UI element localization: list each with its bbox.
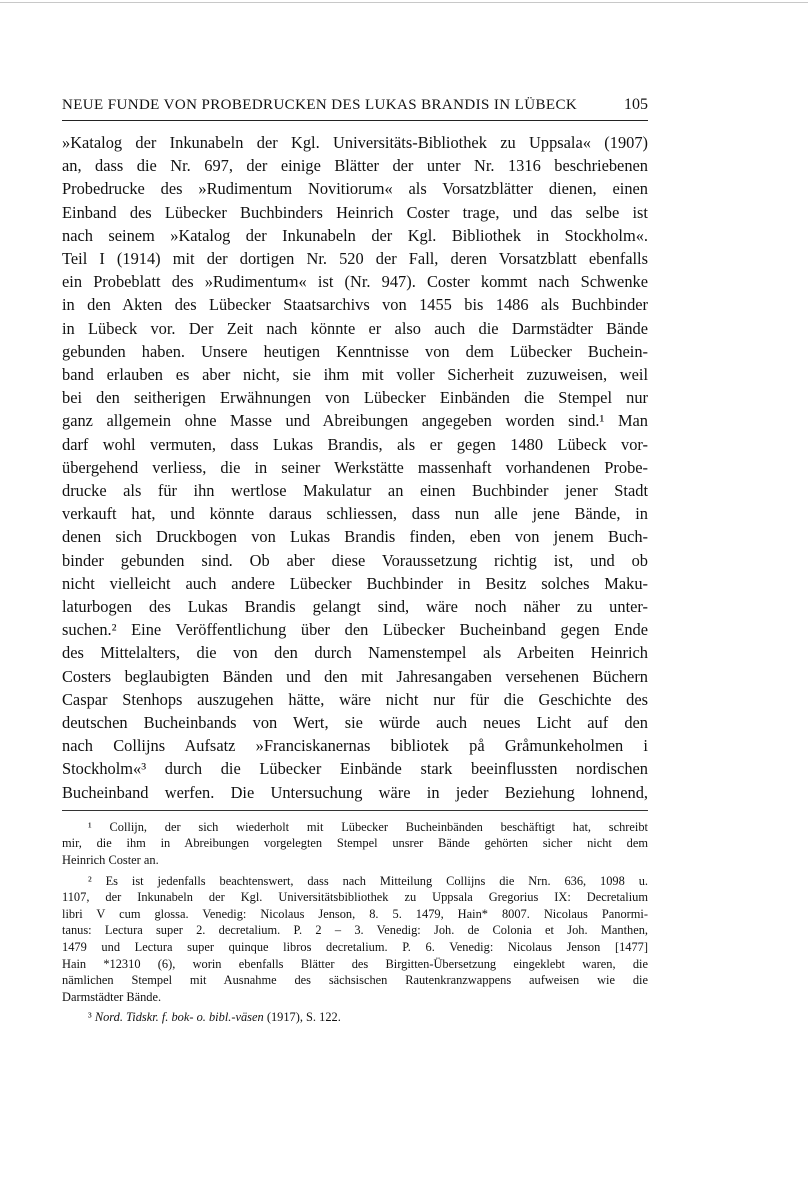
body-text — [62, 131, 648, 804]
body-line: in Lübeck vor. Der Zeit nach könnte er also auch die Darmstädter Bände — [62, 318, 648, 338]
body-line: bei den seitherigen Erwähnungen von Lübecker Einbänden die Stempel nur — [62, 388, 648, 408]
footnote-line: libri V cum glossa. Venedig: Nicolaus Jenson, 8. 5. 1479, Hain* 8007. Nicolaus Panormi- — [62, 906, 648, 921]
body-line: des Mittelalters, die von den durch Namenstempel als Arbeiten Heinrich — [62, 643, 648, 663]
body-line: übergehend verliess, die in seiner Werkstätte massenhaft vorhandenen Probe- — [62, 457, 648, 477]
footnote-1 — [62, 819, 648, 869]
book-page — [62, 96, 648, 1026]
body-line: suchen.² Eine Veröffentlichung über den Lübecker Bucheinband gegen Ende — [62, 620, 648, 640]
body-line: verkauft hat, und könnte daraus schliessen, dass nun alle jene Bände, in — [62, 504, 648, 524]
body-line: in den Akten des Lübecker Staatsarchivs von 1455 bis 1486 als Buchbinder — [62, 295, 648, 315]
footnote-3-title: Nord. Tidskr. f. bok- o. bibl.-väsen — [94, 1010, 264, 1025]
footnote-line: nämlichen Stempel mit Ausnahme des sächsischen Rautenkranzwappens aufweisen wie die — [62, 973, 648, 988]
body-line: gebunden haben. Unsere heutigen Kenntnisse von dem Lübecker Buchein- — [62, 341, 648, 361]
footnote-line: ¹ Collijn, der sich wiederholt mit Lübecker Bucheinbänden beschäftigt hat, schreibt — [88, 819, 648, 834]
body-line: »Katalog der Inkunabeln der Kgl. Universitäts-Bibliothek zu Uppsala« (1907) — [62, 133, 648, 152]
footnote-3 — [62, 1009, 648, 1026]
running-head — [62, 96, 648, 121]
footnote-rule — [62, 810, 648, 811]
body-line: Teil I (1914) mit der dortigen Nr. 520 der Fall, deren Vorsatzblatt ebenfalls — [62, 249, 648, 269]
footnote-line: 1479 und Lectura super quinque libros decretalium. P. 6. Venedig: Nicolaus Jenson [1477] — [62, 940, 648, 955]
body-line: nicht vielleicht auch andere Lübecker Buchbinder in Besitz solches Maku- — [62, 573, 648, 593]
footnote-line: tanus: Lectura super 2. decretalium. P. 2 – 3. Venedig: Joh. de Colonia et Joh. Manthen, — [62, 923, 648, 938]
running-head-title: NEUE FUNDE VON PROBEDRUCKEN DES LUKAS BRANDIS IN LÜBECK — [62, 97, 578, 113]
footnote-line: mir, die ihm in Abreibungen vorgelegten Stempel unsrer Bände gehörten sicher nicht dem — [62, 836, 648, 851]
footnote-3-marker: ³ — [88, 1010, 92, 1025]
body-line: Stockholm«³ durch die Lübecker Einbände stark beeinflussten nordischen — [62, 759, 648, 779]
body-line: Probedrucke des »Rudimentum Novitiorum« als Vorsatzblätter dienen, einen — [62, 179, 648, 199]
body-line: Costers beglaubigten Bänden und den mit Jahresangaben versehenen Büchern — [62, 666, 648, 686]
footnote-line: Heinrich Coster an. — [62, 853, 159, 868]
body-line: band erlauben es aber nicht, sie ihm mit voller Sicherheit zuzuweisen, weil — [62, 365, 648, 385]
footnote-line: Hain *12310 (6), worin ebenfalls Blätter des Birgitten-Übersetzung eingeklebt waren, die — [62, 956, 648, 971]
body-line: darf wohl vermuten, dass Lukas Brandis, als er gegen 1480 Lübeck vor- — [62, 434, 648, 454]
footnote-3-rest: (1917), S. 122. — [266, 1010, 341, 1025]
body-line: drucke als für ihn wertlose Makulatur an einen Buchbinder jener Stadt — [62, 481, 648, 501]
body-line: Caspar Stenhops auszugehen hätte, wäre nicht nur für die Geschichte des — [62, 689, 648, 709]
footnotes — [62, 819, 648, 1026]
footnote-line: Darmstädter Bände. — [62, 989, 162, 1004]
body-line: ganz allgemein ohne Masse und Abreibungen angegeben worden sind.¹ Man — [62, 411, 648, 431]
top-edge-line — [0, 2, 808, 3]
body-line: nach Collijns Aufsatz »Franciskanernas bibliotek på Gråmunkeholmen i — [62, 736, 648, 756]
body-line: denen sich Druckbogen von Lukas Brandis finden, eben von jenem Buch- — [62, 527, 648, 547]
page-number: 105 — [624, 96, 648, 113]
body-line: ein Probeblatt des »Rudimentum« ist (Nr. 947). Coster kommt nach Schwenke — [62, 272, 648, 292]
body-line: an, dass die Nr. 697, der einige Blätter der unter Nr. 1316 beschriebenen — [62, 156, 648, 176]
body-line: nach seinem »Katalog der Inkunabeln der Kgl. Bibliothek in Stockholm«. — [62, 225, 648, 245]
body-line: Einband des Lübecker Buchbinders Heinrich Coster trage, und das selbe ist — [62, 202, 648, 222]
footnote-line: ² Es ist jedenfalls beachtenswert, dass nach Mitteilung Collijns die Nrn. 636, 1098 u. — [88, 873, 648, 888]
footnote-line: 1107, der Inkunabeln der Kgl. Universitätsbibliothek zu Uppsala Gregorius IX: Decretalium — [62, 890, 648, 905]
body-line: binder gebunden sind. Ob aber diese Voraussetzung richtig ist, und ob — [62, 550, 648, 570]
body-line: deutschen Bucheinbands von Wert, sie würde auch neues Licht auf den — [62, 713, 648, 733]
body-line: Bucheinband werfen. Die Untersuchung wäre in jeder Beziehung lohnend, — [62, 782, 648, 802]
body-line: laturbogen des Lukas Brandis gelangt sind, wäre noch näher zu unter- — [62, 597, 648, 617]
footnote-2 — [62, 873, 648, 1006]
